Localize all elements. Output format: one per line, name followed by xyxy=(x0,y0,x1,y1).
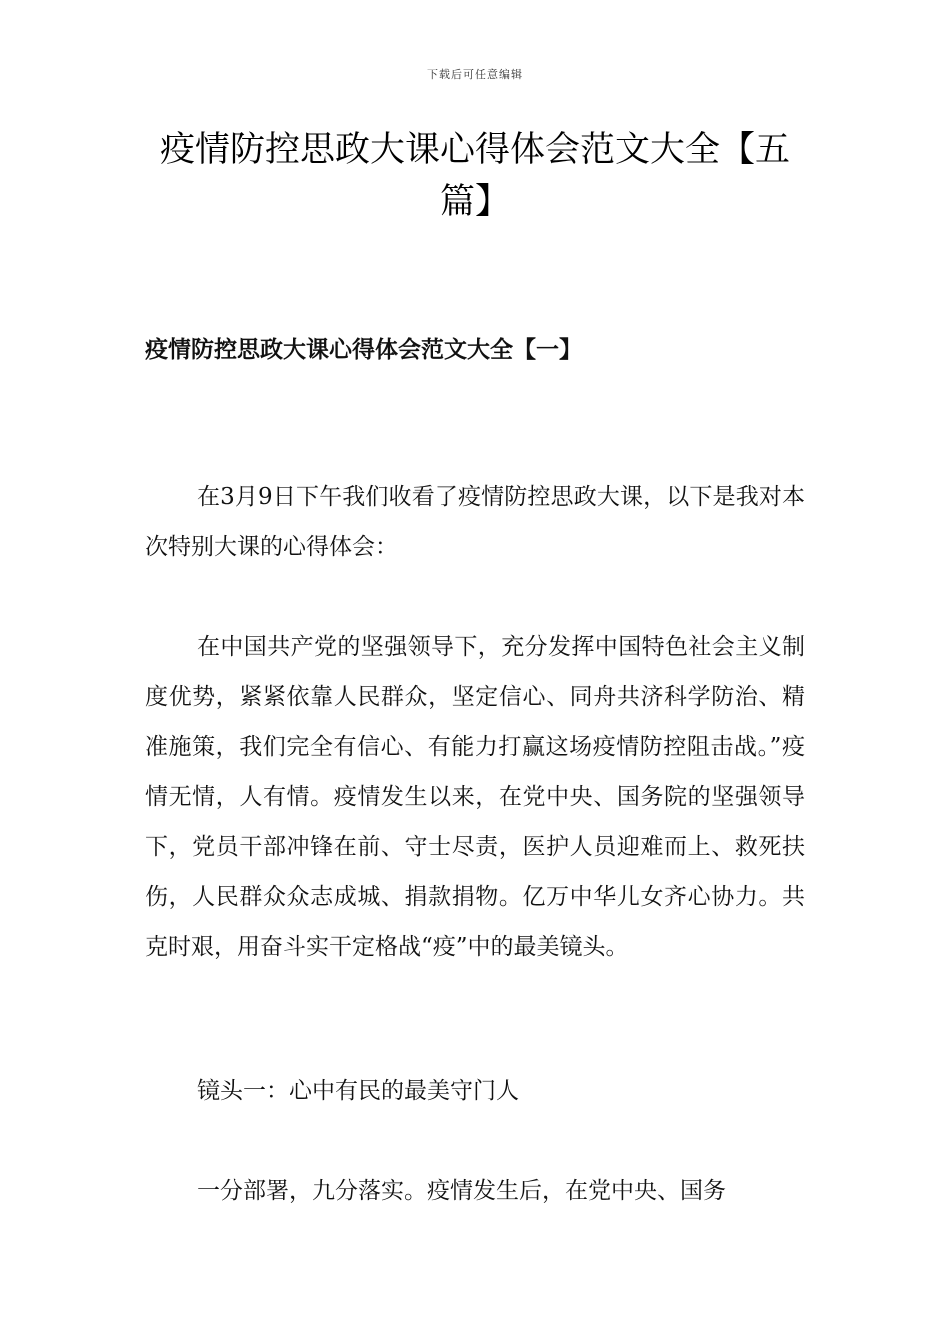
paragraph-subheading: 镜头一：心中有民的最美守门人 xyxy=(197,1078,519,1104)
paragraph-continuation: 一分部署，九分落实。疫情发生后，在党中央、国务 xyxy=(197,1178,726,1204)
paragraph-body: 在中国共产党的坚强领导下，充分发挥中国特色社会主义制度优势，紧紧依靠人民群众，坚定信心、同舟共济科学防治、精准施策，我们完全有信心、有能力打赢这场疫情防控阻击战。”疫情无情，人有情。疫情发生以来，在党中央、国务院的坚强领导下，党员干部冲锋在前、守士尽责，医护人员迎难而上、救死扶伤，人民群众众志成城、捐款捐物。亿万中华儿女齐心协力。共克时艰，用奋斗实干定格战“疫”中的最美镜头。 xyxy=(145,634,805,960)
header-note: 下载后可任意编辑 xyxy=(427,68,523,81)
document-title: 疫情防控思政大课心得体会范文大全【五篇】 xyxy=(159,130,790,222)
paragraph-intro: 在3月9日下午我们收看了疫情防控思政大课，以下是我对本次特别大课的心得体会： xyxy=(145,484,805,560)
section-heading: 疫情防控思政大课心得体会范文大全【一】 xyxy=(145,336,582,363)
